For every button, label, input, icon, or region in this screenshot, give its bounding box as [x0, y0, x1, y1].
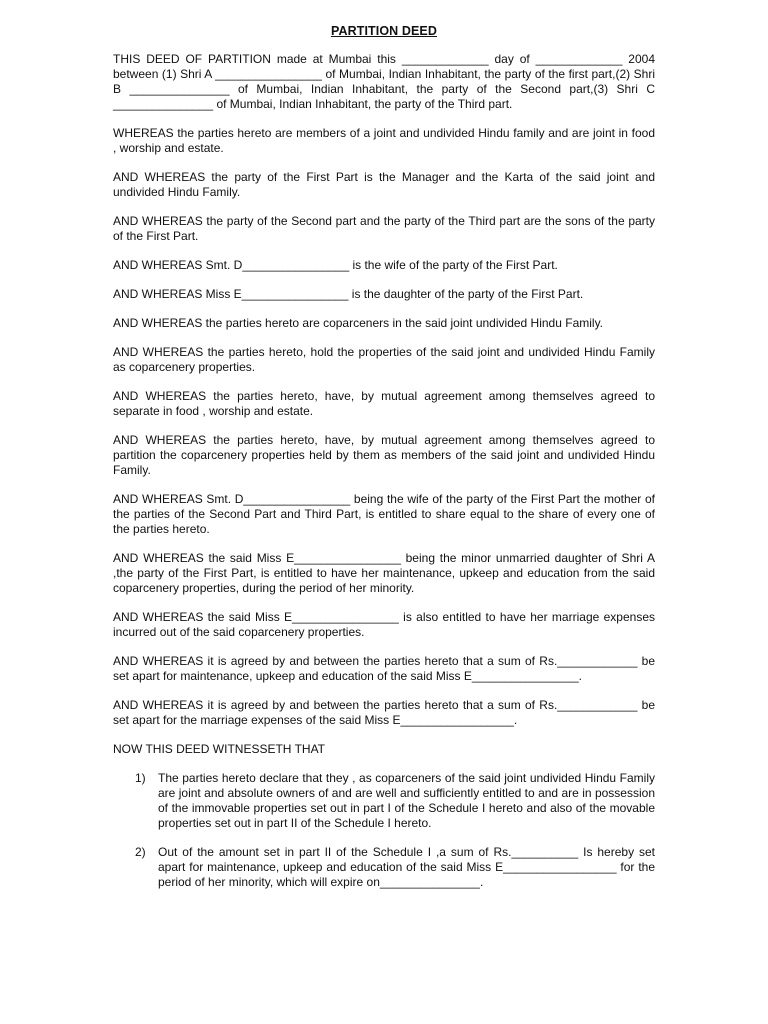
paragraph-recital: AND WHEREAS the said Miss E________________ being the minor unmarried daughter of Shri A ,the party of the First Part, is entitled to have her maintenance, upkeep and education from the said coparcenery properties, during the period of her minority.: [113, 551, 655, 595]
clause-number: 2): [135, 845, 146, 859]
paragraph-preamble: THIS DEED OF PARTITION made at Mumbai this _____________ day of _____________ 2004 between (1) Shri A ________________ of Mumbai, Indian Inhabitant, the party of the first part,(2) Shri B _______________ of Mumbai, Indian Inhabitant, the party of the Second part,(3) Shri C _______________ of Mumbai, Indian Inhabitant, the party of the Third part.: [113, 52, 655, 111]
clause-text: Out of the amount set in part II of the Schedule I ,a sum of Rs.__________ Is hereby set apart for maintenance, upkeep and education of the said Miss E_________________ for the period of her minority, which will expire on_______________.: [158, 845, 655, 889]
paragraph-recital: AND WHEREAS it is agreed by and between the parties hereto that a sum of Rs.____________ be set apart for the marriage expenses of the said Miss E_________________.: [113, 698, 655, 727]
paragraph-witnesseth: NOW THIS DEED WITNESSETH THAT: [113, 742, 326, 756]
clause-item: [113, 771, 655, 831]
paragraph-recital: AND WHEREAS Smt. D________________ being the wife of the party of the First Part the mother of the parties of the Second Part and Third Part, is entitled to share equal to the share of every one of the parties hereto.: [113, 492, 655, 536]
paragraph-recital: AND WHEREAS the parties hereto, hold the properties of the said joint and undivided Hindu Family as coparcenery properties.: [113, 345, 655, 374]
clause-item: [113, 845, 655, 890]
clause-text: The parties hereto declare that they , as coparceners of the said joint undivided Hindu Family are joint and absolute owners of and are well and sufficiently entitled to and are in possession of the immovable properties set out in part I of the Schedule I hereto and also of the movable properties set out in part II of the Schedule I hereto.: [158, 771, 655, 830]
paragraph-recital: AND WHEREAS the parties hereto, have, by mutual agreement among themselves agreed to separate in food , worship and estate.: [113, 389, 655, 418]
document-body: [113, 52, 655, 904]
clause-number: 1): [135, 771, 146, 785]
paragraph-recital: AND WHEREAS the party of the Second part and the party of the Third part are the sons of the party of the First Part.: [113, 214, 655, 243]
paragraph-recital: AND WHEREAS Smt. D________________ is the wife of the party of the First Part.: [113, 258, 558, 272]
paragraph-recital: WHEREAS the parties hereto are members of a joint and undivided Hindu family and are joint in food , worship and estate.: [113, 126, 655, 155]
clause-list: [113, 771, 655, 890]
document-title: PARTITION DEED: [330, 24, 438, 38]
paragraph-recital: AND WHEREAS the said Miss E________________ is also entitled to have her marriage expenses incurred out of the said coparcenery properties.: [113, 610, 655, 639]
paragraph-recital: AND WHEREAS the parties hereto are coparceners in the said joint undivided Hindu Family.: [113, 316, 604, 330]
paragraph-recital: AND WHEREAS it is agreed by and between the parties hereto that a sum of Rs.____________ be set apart for maintenance, upkeep and education of the said Miss E________________.: [113, 654, 655, 683]
paragraph-recital: AND WHEREAS Miss E________________ is the daughter of the party of the First Part.: [113, 287, 584, 301]
paragraph-recital: AND WHEREAS the parties hereto, have, by mutual agreement among themselves agreed to partition the coparcenery properties held by them as members of the said joint and undivided Hindu Family.: [113, 433, 655, 477]
paragraph-recital: AND WHEREAS the party of the First Part is the Manager and the Karta of the said joint and undivided Hindu Family.: [113, 170, 655, 199]
